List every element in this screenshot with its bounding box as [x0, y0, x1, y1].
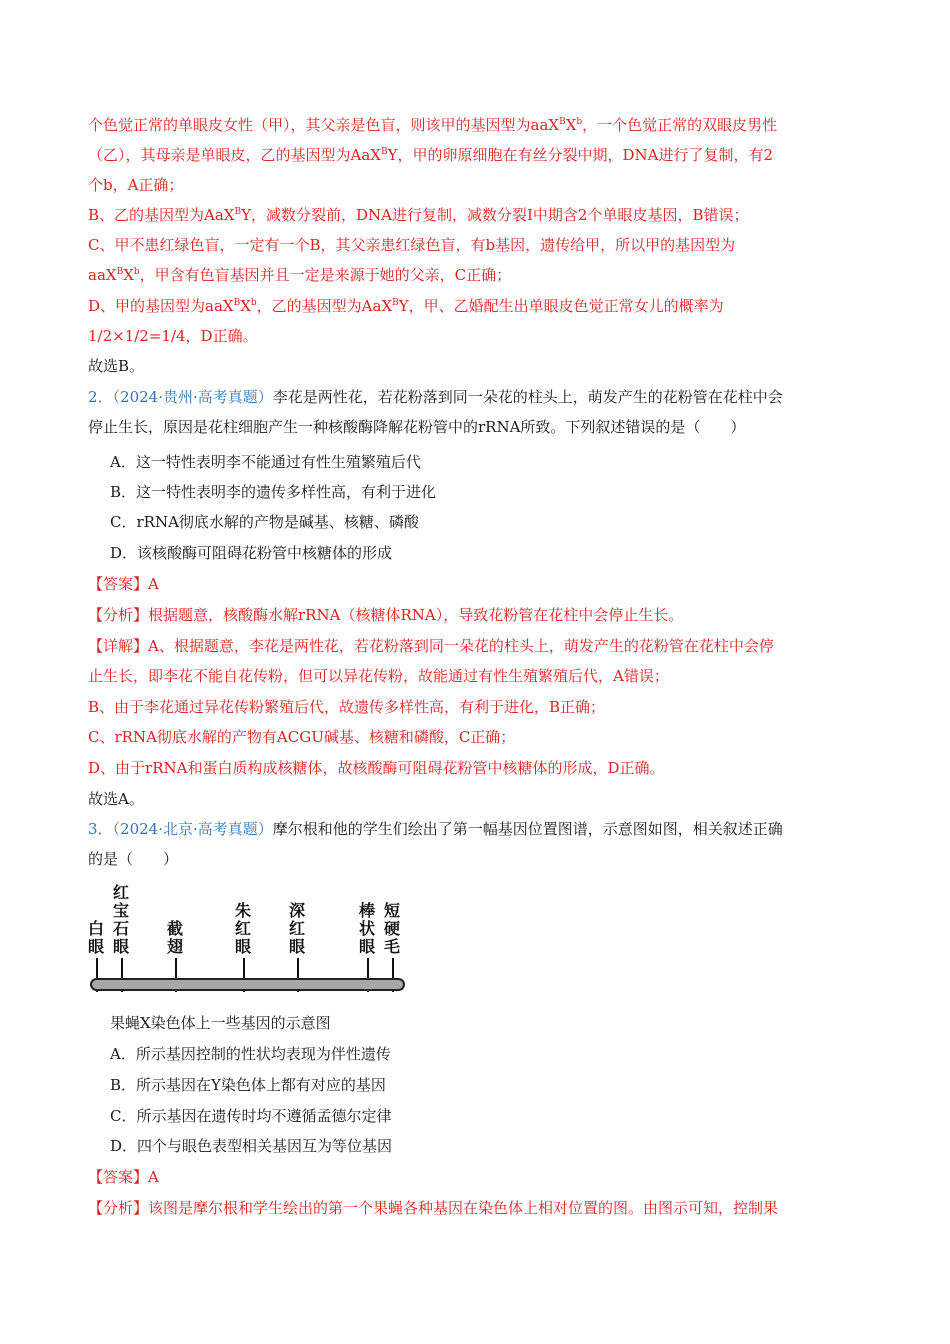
gene-label-white-eye: 白眼: [87, 919, 104, 956]
option-a: A．这一特性表明李不能通过有性生殖繁殖后代: [110, 453, 421, 471]
detail-line: D、由于rRNA和蛋白质构成核糖体，故核酸酶可阻碍花粉管中核糖体的形成，D正确。: [88, 759, 665, 777]
gene-label-cut-wing: 截翅: [166, 919, 183, 956]
answer-line: 【答案】A: [88, 575, 159, 593]
gene-label-bristle: 短硬毛: [383, 901, 400, 956]
question-number: 2．: [88, 388, 113, 406]
question-2-stem: 2．（2024·贵州·高考真题）李花是两性花，若花粉落到同一朵花的柱头上，萌发产生的花粉管在花柱中会: [88, 388, 783, 406]
conclusion-line: 故选B。: [88, 357, 145, 375]
explanation-line: B、乙的基因型为AaX$^B$Y，减数分裂前，DNA进行复制，减数分裂Ⅰ中期含2个单眼皮基因，B错误；: [88, 206, 749, 224]
question-3-stem: 3．（2024·北京·高考真题）摩尔根和他的学生们绘出了第一幅基因位置图谱，示意图如图，相关叙述正确: [88, 820, 783, 838]
explanation-line: 个b，A正确；: [88, 176, 184, 194]
option-a: A．所示基因控制的性状均表现为伴性遗传: [110, 1045, 391, 1063]
explanation-line: $aaX^BX^b$，甲含有色盲基因并且一定是来源于她的父亲，C正确；: [88, 266, 512, 284]
chromosome-figure: [88, 880, 408, 998]
question-source: （2024·北京·高考真题）: [112, 820, 273, 838]
explanation-line: （乙），其母亲是单眼皮，乙的基因型为AaX$^B$Y，甲的卵原细胞在有丝分裂中期，DNA进行了复制，有2: [88, 146, 774, 164]
explanation-line: D、甲的基因型为$aaX^BX^b$，乙的基因型为AaX$^B$Y，甲、乙婚配生出单眼皮色觉正常女儿的概率为: [88, 297, 724, 315]
detail-line: B、由于李花通过异花传粉繁殖后代，故遗传多样性高，有利于进化，B正确；: [88, 698, 606, 716]
question-3-stem: 的是（ ）: [88, 850, 179, 868]
option-b: B．所示基因在Y染色体上都有对应的基因: [110, 1076, 386, 1094]
option-c: C．rRNA彻底水解的产物是碱基、核糖、磷酸: [110, 513, 419, 531]
option-b: B．这一特性表明李的遗传多样性高，有利于进化: [110, 483, 437, 501]
conclusion-line: 故选A。: [88, 790, 144, 808]
gene-label-ruby-eye: 红宝石眼: [112, 883, 129, 956]
answer-line: 【答案】A: [88, 1168, 159, 1186]
detail-line: 【详解】A、根据题意，李花是两性花，若花粉落到同一朵花的柱头上，萌发产生的花粉管在花柱中会停: [88, 637, 774, 655]
question-source: （2024·贵州·高考真题）: [112, 388, 273, 406]
option-c: C．所示基因在遗传时均不遵循孟德尔定律: [110, 1107, 392, 1125]
explanation-line: 个色觉正常的单眼皮女性（甲），其父亲是色盲，则该甲的基因型为$aaX^BX^b$，一个色觉正常的双眼皮男性: [88, 116, 778, 134]
gene-label-bar-eye: 棒状眼: [358, 901, 375, 956]
gene-label-carmine-eye: 深红眼: [288, 901, 305, 956]
x-chromosome-bar: [90, 978, 405, 991]
explanation-line: C、甲不患红绿色盲，一定有一个B，其父亲患红绿色盲，有b基因，遗传给甲，所以甲的基因型为: [88, 236, 736, 254]
analysis-line: 【分析】根据题意，核酸酶水解rRNA（核糖体RNA），导致花粉管在花柱中会停止生长。: [88, 606, 684, 624]
gene-label-vermilion-eye: 朱红眼: [234, 901, 251, 956]
detail-line: 止生长，即李花不能自花传粉，但可以异花传粉，故能通过有性生殖繁殖后代，A错误；: [88, 667, 669, 685]
analysis-line: 【分析】该图是摩尔根和学生绘出的第一个果蝇各种基因在染色体上相对位置的图。由图示可知，控制果: [88, 1199, 779, 1217]
explanation-line: 1/2×1/2=1/4，D正确。: [88, 327, 258, 345]
detail-line: C、rRNA彻底水解的产物有ACGU碱基、核糖和磷酸，C正确；: [88, 728, 516, 746]
question-2-stem: 停止生长，原因是花柱细胞产生一种核酸酶降解花粉管中的rRNA所致。下列叙述错误的是（ ）: [88, 418, 746, 436]
option-d: D．四个与眼色表型相关基因互为等位基因: [110, 1137, 393, 1155]
figure-caption: 果蝇X染色体上一些基因的示意图: [110, 1014, 331, 1032]
question-number: 3．: [88, 820, 113, 838]
option-d: D．该核酸酶可阻碍花粉管中核糖体的形成: [110, 544, 393, 562]
